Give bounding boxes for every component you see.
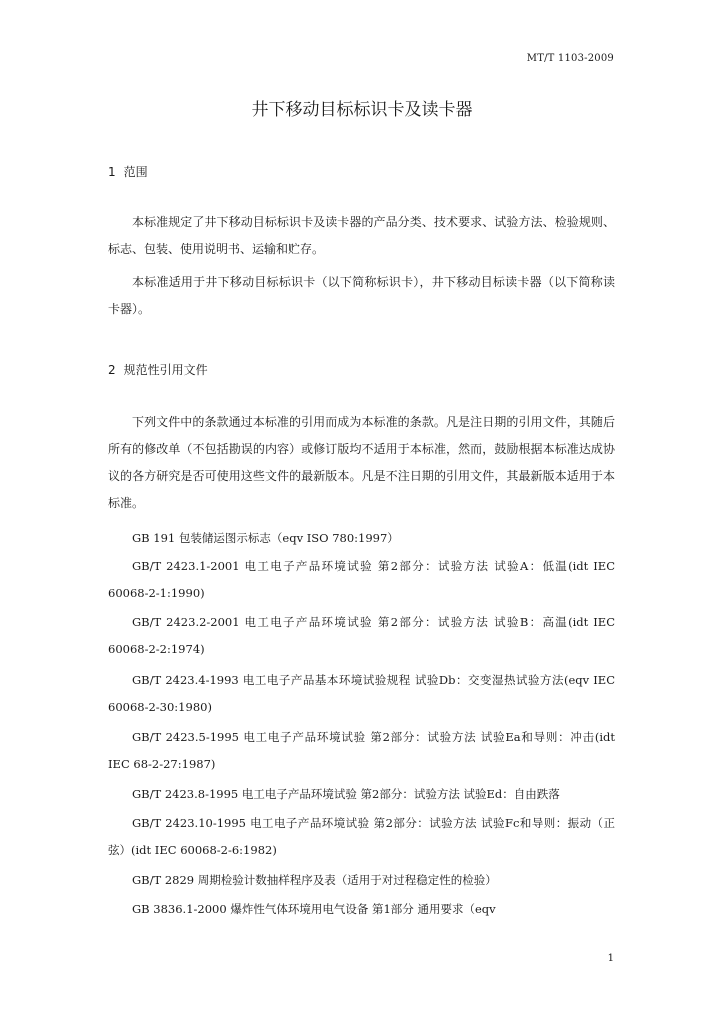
section-title: 规范性引用文件: [123, 363, 208, 377]
section-title: 范围: [123, 165, 148, 179]
standard-number: MT/T 1103-2009: [526, 53, 614, 64]
normative-intro-paragraph: 下列文件中的条款通过本标准的引用而成为本标准的条款。凡是注日期的引用文件，其随后所有的修改单（不包括勘误的内容）或修订版均不适用于本标准，然而，鼓励根据本标准达成协议的各方研究是否可使用这些文件的最新版本。凡是不注日期的引用文件，其最新版本适用于本标准。: [108, 415, 615, 510]
reference-item: GB/T 2423.8-1995 电工电子产品环境试验 第2部分：试验方法 试验Ed：自由跌落: [132, 787, 560, 801]
section-heading-normative-references: [108, 361, 216, 378]
reference-item: GB/T 2423.5-1995 电工电子产品环境试验 第2部分：试验方法 试验Ea和导则：冲击(idt IEC 68-2-27:1987): [108, 730, 615, 771]
document-title: 井下移动目标标识卡及读卡器: [251, 100, 473, 120]
reference-item: GB/T 2423.2-2001 电工电子产品环境试验 第2部分：试验方法 试验B：高温(idt IEC 60068-2-2:1974): [108, 615, 615, 656]
scope-paragraph-1: 本标准规定了井下移动目标标识卡及读卡器的产品分类、技术要求、试验方法、检验规则、标志、包装、使用说明书、运输和贮存。: [108, 215, 615, 256]
section-number: 2: [108, 363, 116, 377]
page-number: 1: [607, 953, 614, 964]
reference-item: GB 3836.1-2000 爆炸性气体环境用电气设备 第1部分 通用要求（eqv: [132, 902, 496, 916]
reference-item: GB/T 2423.1-2001 电工电子产品环境试验 第2部分：试验方法 试验A：低温(idt IEC 60068-2-1:1990): [108, 559, 615, 600]
reference-item: GB/T 2829 周期检验计数抽样程序及表（适用于对过程稳定性的检验）: [132, 873, 497, 887]
section-number: 1: [108, 165, 116, 179]
reference-item: GB/T 2423.4-1993 电工电子产品基本环境试验规程 试验Db：交变湿热试验方法(eqv IEC 60068-2-30:1980): [108, 673, 615, 714]
section-heading-scope: [108, 163, 156, 180]
reference-item: GB/T 2423.10-1995 电工电子产品环境试验 第2部分：试验方法 试验Fc和导则：振动（正弦）(idt IEC 60068-2-6:1982): [108, 816, 615, 857]
scope-paragraph-2: 本标准适用于井下移动目标标识卡（以下简称标识卡），井下移动目标读卡器（以下简称读卡器）。: [108, 275, 615, 316]
reference-item: GB 191 包装储运图示标志（eqv ISO 780:1997）: [132, 531, 399, 545]
